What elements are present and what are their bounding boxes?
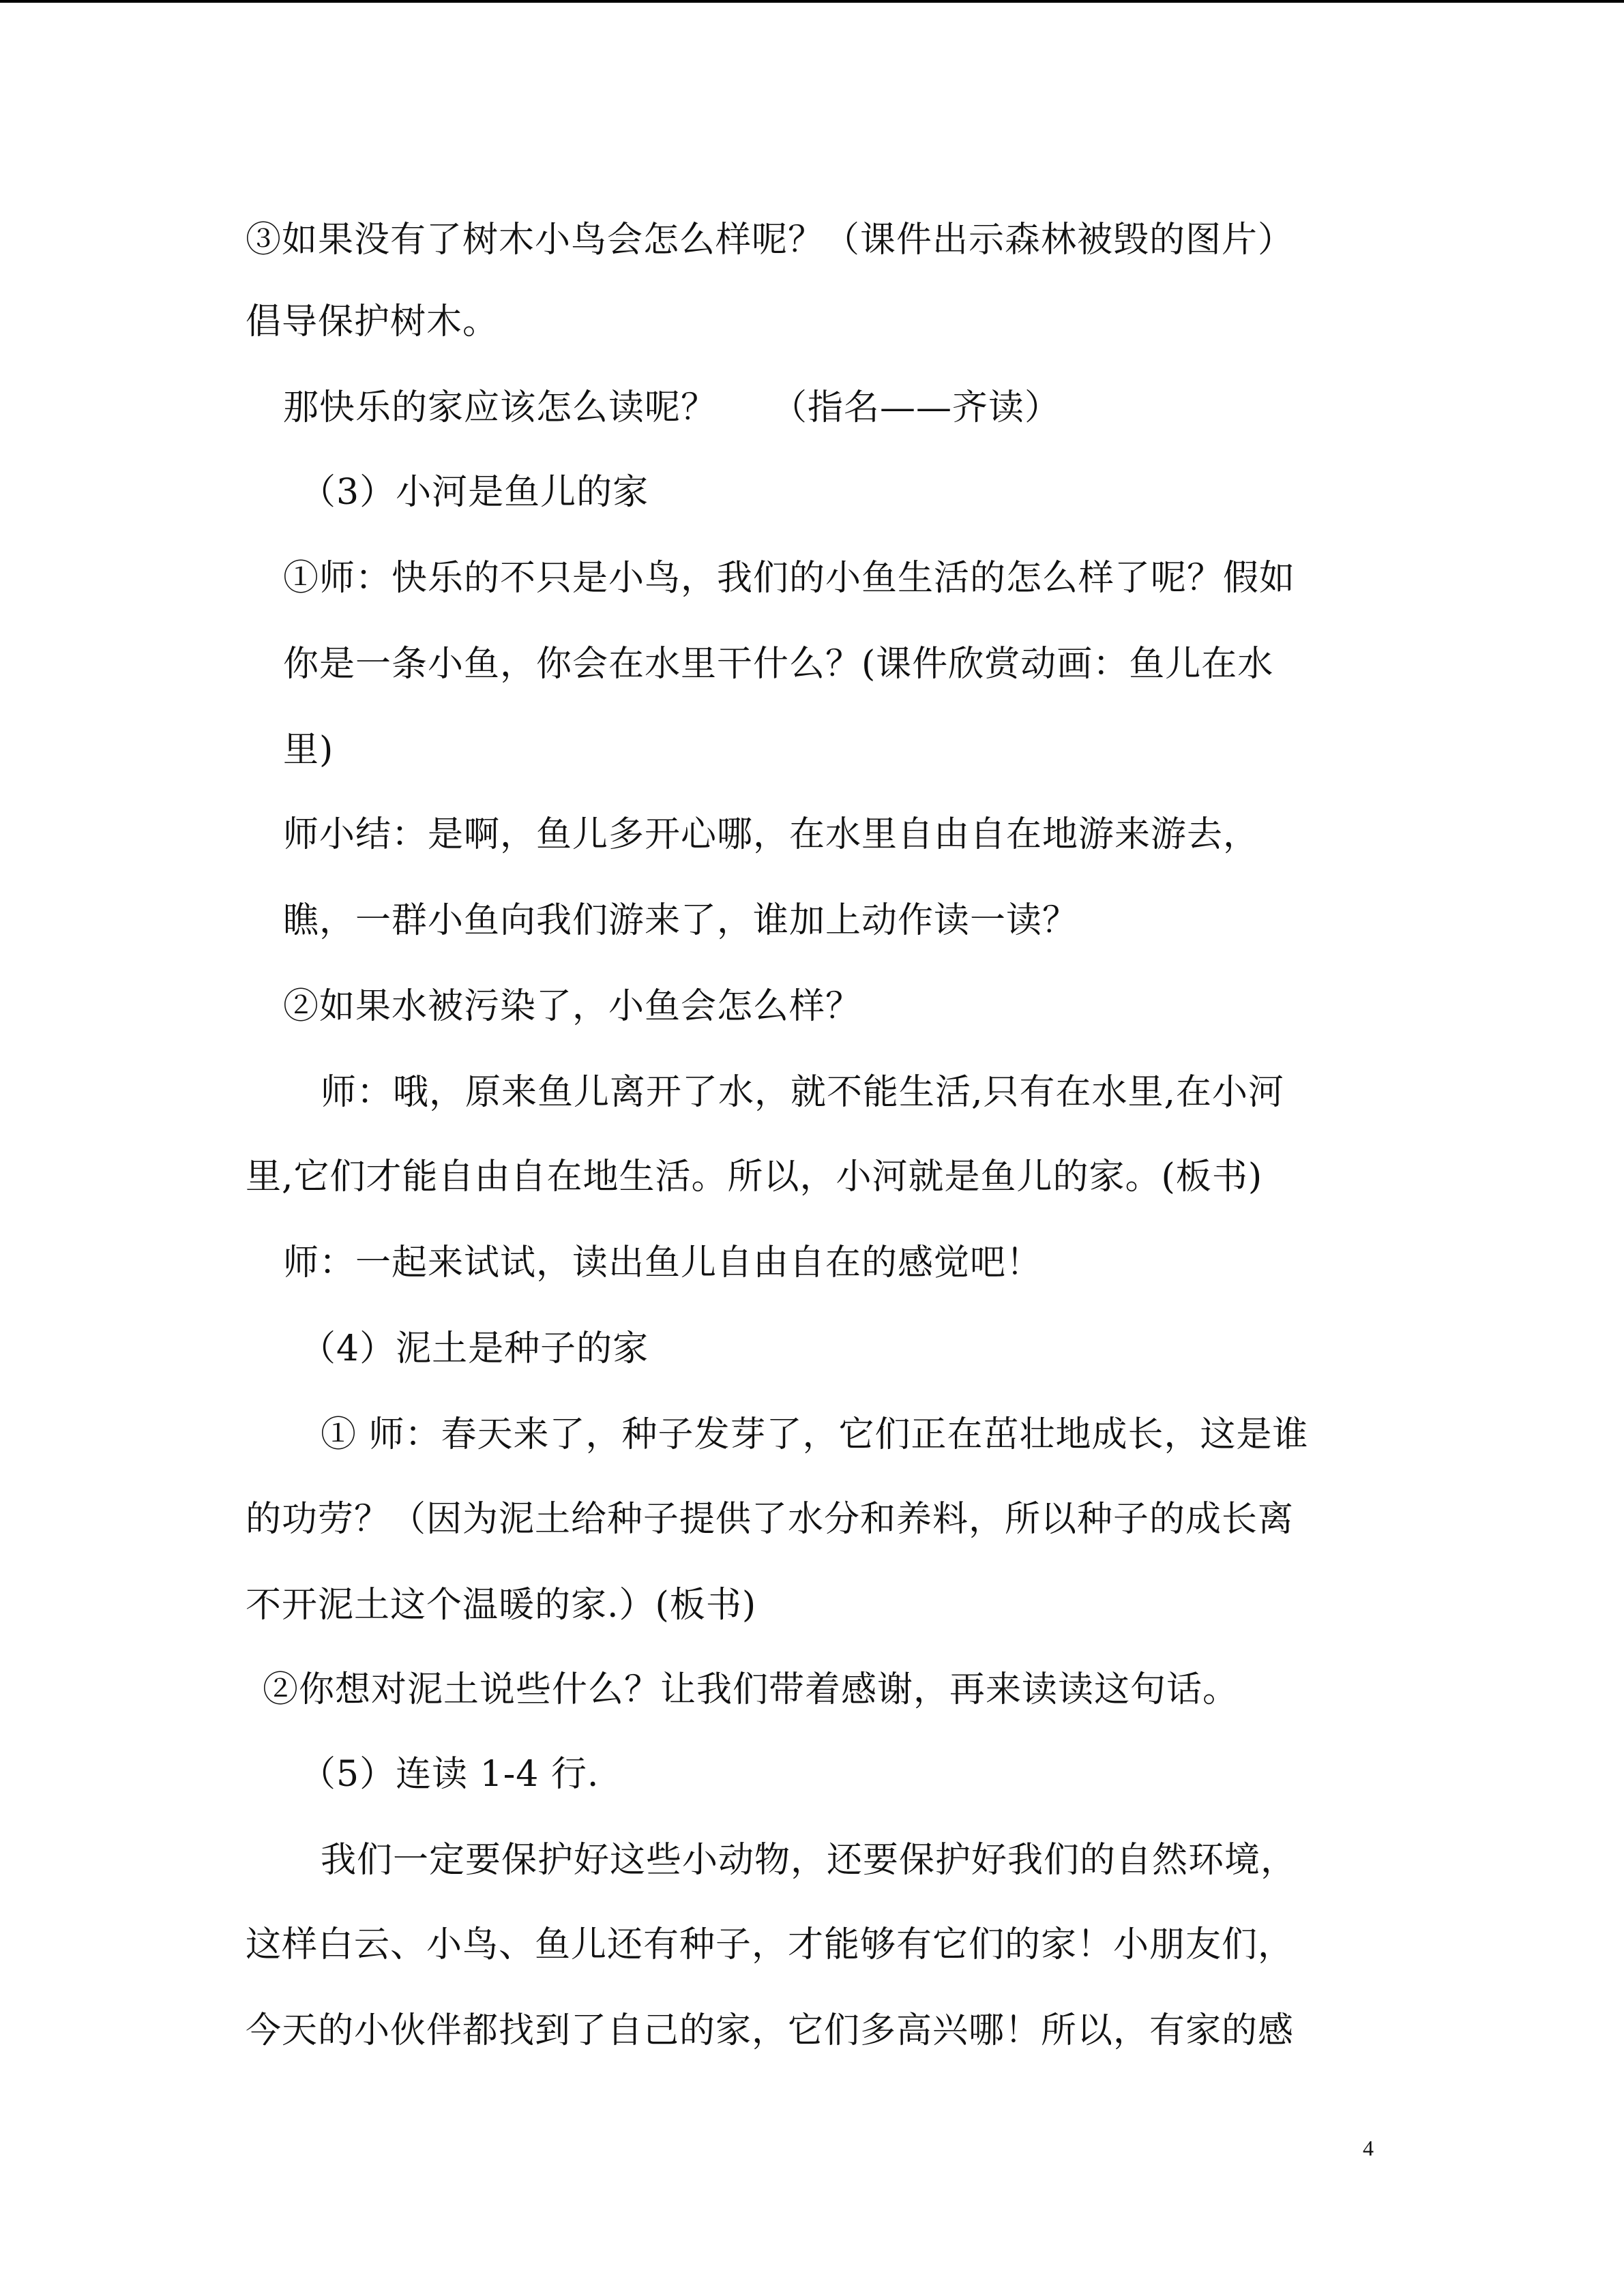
text-line: 你是一条小鱼，你会在水里干什么？(课件欣赏动画：鱼儿在水 xyxy=(283,644,1274,685)
text-line: ②你想对泥土说些什么？让我们带着感谢，再来读读这句话。 xyxy=(263,1669,1239,1710)
text-line: 里,它们才能自由自在地生活。所以，小河就是鱼儿的家。(板书) xyxy=(246,1157,1263,1197)
text-line: 里) xyxy=(283,730,334,771)
text-line: 倡导保护树木。 xyxy=(246,301,499,342)
section-heading: （5）连读 1-4 行. xyxy=(300,1754,600,1795)
text-line: 师：哦，原来鱼儿离开了水，就不能生活,只有在水里,在小河 xyxy=(321,1072,1285,1113)
text-line: 今天的小伙伴都找到了自己的家，它们多高兴哪！所以，有家的感 xyxy=(246,2010,1295,2051)
text-line: ②如果水被污染了，小鱼会怎么样？ xyxy=(283,986,862,1027)
text-line: ① 师：春天来了，种子发芽了，它们正在茁壮地成长，这是谁 xyxy=(321,1414,1309,1455)
text-line: 的功劳？（因为泥土给种子提供了水分和养料，所以种子的成长离 xyxy=(246,1499,1295,1540)
section-heading: （3）小河是鱼儿的家 xyxy=(300,472,649,513)
section-heading: （4）泥土是种子的家 xyxy=(300,1328,649,1369)
page-number: 4 xyxy=(1363,2136,1374,2160)
text-line: 师：一起来试试，读出鱼儿自由自在的感觉吧！ xyxy=(283,1242,1043,1283)
text-line: 瞧，一群小鱼向我们游来了，谁加上动作读一读？ xyxy=(283,900,1079,941)
text-line: 我们一定要保护好这些小动物，还要保护好我们的自然环境， xyxy=(321,1840,1297,1881)
text-line: ①师：快乐的不只是小鸟，我们的小鱼生活的怎么样了呢？假如 xyxy=(283,558,1296,599)
text-line: 师小结：是啊，鱼儿多开心哪，在水里自由自在地游来游去， xyxy=(283,814,1260,855)
page-top-border xyxy=(0,0,1624,3)
text-line: ③如果没有了树木小鸟会怎么样呢？（课件出示森林被毁的图片） xyxy=(246,220,1295,260)
text-line: 这样白云、小鸟、鱼儿还有种子，才能够有它们的家！小朋友们， xyxy=(246,1924,1295,1965)
text-line: 那快乐的家应该怎么读呢？ （指名——齐读） xyxy=(283,387,1061,428)
text-line: 不开泥土这个温暖的家.）(板书) xyxy=(246,1585,757,1626)
